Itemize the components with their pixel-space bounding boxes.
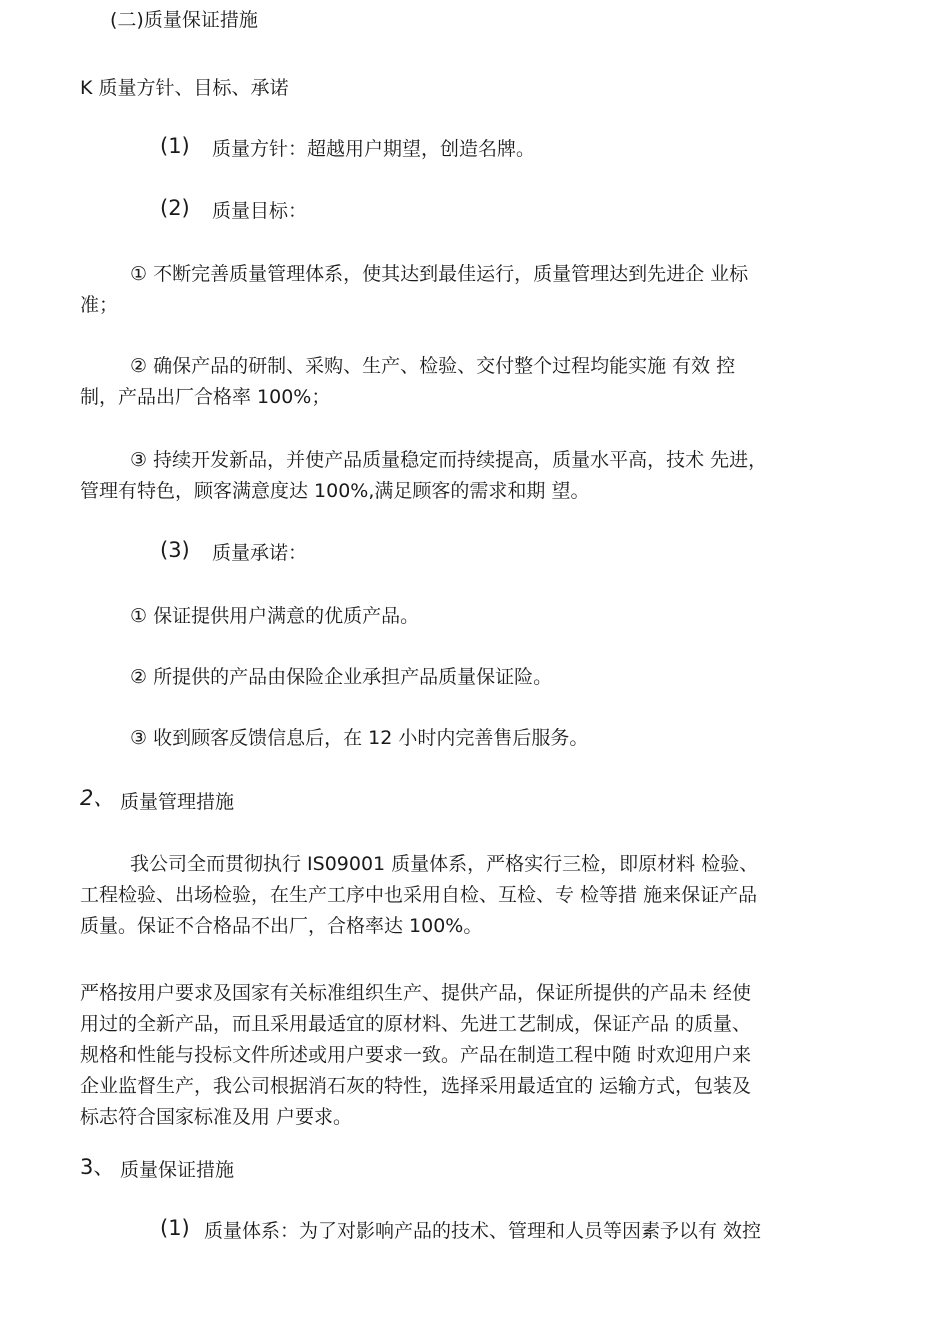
paragraph-2-line-1: 严格按用户要求及国家有关标准组织生产、提供产品，保证所提供的产品未 经使 <box>80 982 752 1004</box>
goal-2-line-1: ② 确保产品的研制、采购、生产、检验、交付整个过程均能实施 有效 控 <box>130 355 736 377</box>
promise-1: ① 保证提供用户满意的优质产品。 <box>130 605 420 627</box>
goal-1-line-1: ① 不断完善质量管理体系，使其达到最佳运行，质量管理达到先进企 业标 <box>130 263 749 285</box>
paragraph-1-line-3: 质量。保证不合格品不出厂，合格率达 100%。 <box>80 915 483 937</box>
section-heading: (二)质量保证措施 <box>110 9 258 31</box>
section-number: 3、 <box>80 1155 115 1179</box>
quality-system-text: 质量体系：为了对影响产品的技术、管理和人员等因素予以有 效控 <box>204 1220 762 1242</box>
goal-1-line-2: 准； <box>80 294 119 316</box>
item-number: (3) <box>160 538 190 562</box>
paragraph-2-line-3: 规格和性能与投标文件所述或用户要求一致。产品在制造工程中随 时欢迎用户来 <box>80 1044 752 1066</box>
promise-2: ② 所提供的产品由保险企业承担产品质量保证险。 <box>130 666 553 688</box>
paragraph-2-line-2: 用过的全新产品，而且采用最适宜的原材料、先进工艺制成，保证产品 的质量、 <box>80 1013 752 1035</box>
item-number: (1) <box>160 1216 190 1240</box>
item-number: (2) <box>160 196 190 220</box>
section-title: 质量保证措施 <box>120 1159 235 1181</box>
quality-policy-text: 质量方针：超越用户期望，创造名牌。 <box>212 138 536 160</box>
paragraph-2-line-5: 标志符合国家标准及用 户要求。 <box>80 1106 353 1128</box>
goal-3-line-1: ③ 持续开发新品，并使产品质量稳定而持续提高，质量水平高，技术 先进， <box>130 449 768 471</box>
subsection-heading: K 质量方针、目标、承诺 <box>80 77 289 99</box>
quality-goal-label: 质量目标： <box>212 200 308 222</box>
quality-promise-label: 质量承诺： <box>212 542 308 564</box>
goal-3-line-2: 管理有特色，顾客满意度达 100%,满足顾客的需求和期 望。 <box>80 480 590 502</box>
section-title: 质量管理措施 <box>120 791 235 813</box>
paragraph-2-line-4: 企业监督生产，我公司根据消石灰的特性，选择采用最适宜的 运输方式，包装及 <box>80 1075 752 1097</box>
goal-2-line-2: 制，产品出厂合格率 100%； <box>80 386 331 408</box>
paragraph-1-line-2: 工程检验、出场检验，在生产工序中也采用自检、互检、专 检等措 施来保证产品 <box>80 884 758 906</box>
section-number: 2、 <box>80 786 115 810</box>
item-number: (1) <box>160 134 190 158</box>
promise-3: ③ 收到顾客反馈信息后，在 12 小时内完善售后服务。 <box>130 727 589 749</box>
paragraph-1-line-1: 我公司全而贯彻执行 IS09001 质量体系，严格实行三检，即原材料 检验、 <box>130 853 759 875</box>
